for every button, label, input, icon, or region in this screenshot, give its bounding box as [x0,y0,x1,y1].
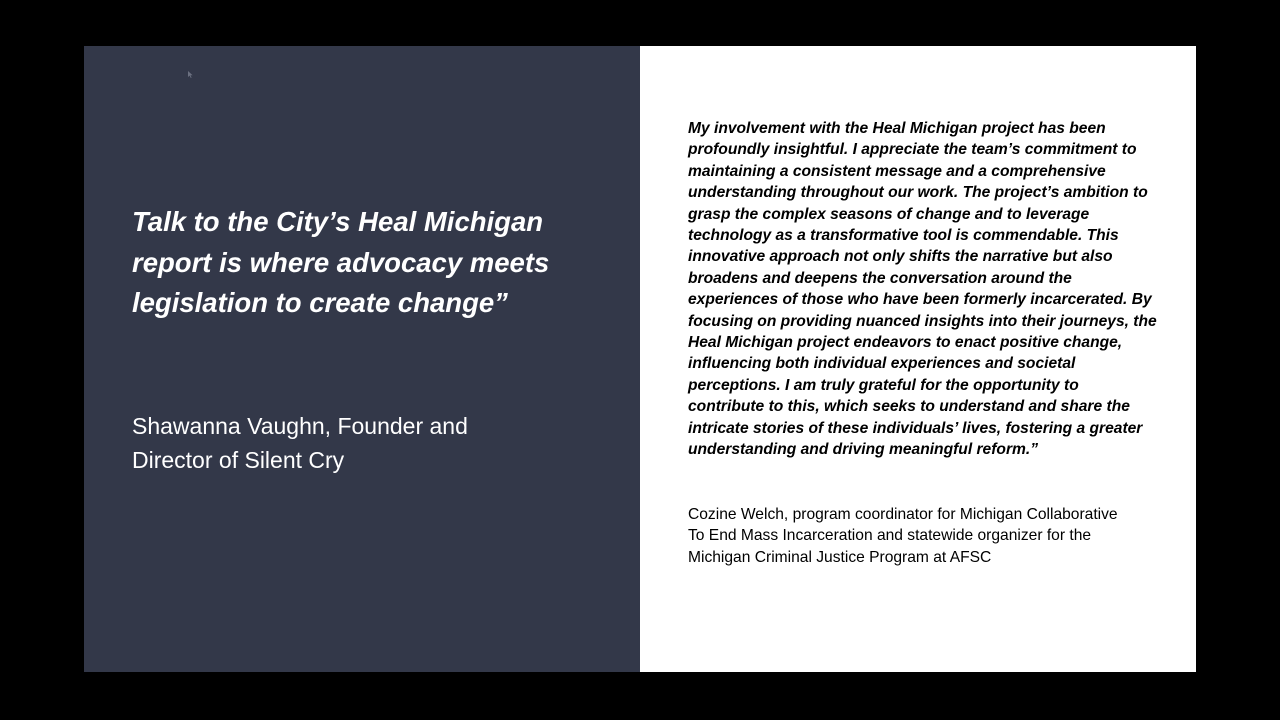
presentation-slide [84,46,1196,672]
quote-attribution: Shawanna Vaughn, Founder and Director of Silent Cry [132,413,468,473]
left-panel [84,46,640,672]
mouse-pointer-icon [188,71,194,78]
testimonial-quote: My involvement with the Heal Michigan project has been profoundly insightful. I appreciate the team’s commitment to maintaining a consistent message and a comprehensive understanding throughout our work. The project’s ambition to grasp the complex seasons of change and to leverage technology as a transformative tool is commendable. This innovative approach not only shifts the narrative but also broadens and deepens the conversation around the experiences of those who have been formerly incarcerated. By focusing on providing nuanced insights into their journeys, the Heal Michigan project endeavors to enact positive change, influencing both individual experiences and societal perceptions. I am truly grateful for the opportunity to contribute to this, which seeks to understand and share the intricate stories of these individuals’ lives, fostering a greater understanding and driving meaningful reform.” [688,120,1157,459]
right-panel [640,46,1196,672]
featured-quote: Talk to the City’s Heal Michigan report is where advocacy meets legislation to create change” [132,206,550,318]
testimonial-attribution: Cozine Welch, program coordinator for Michigan Collaborative To End Mass Incarceration and statewide organizer for the Michigan Criminal Justice Program at AFSC [688,506,1118,566]
